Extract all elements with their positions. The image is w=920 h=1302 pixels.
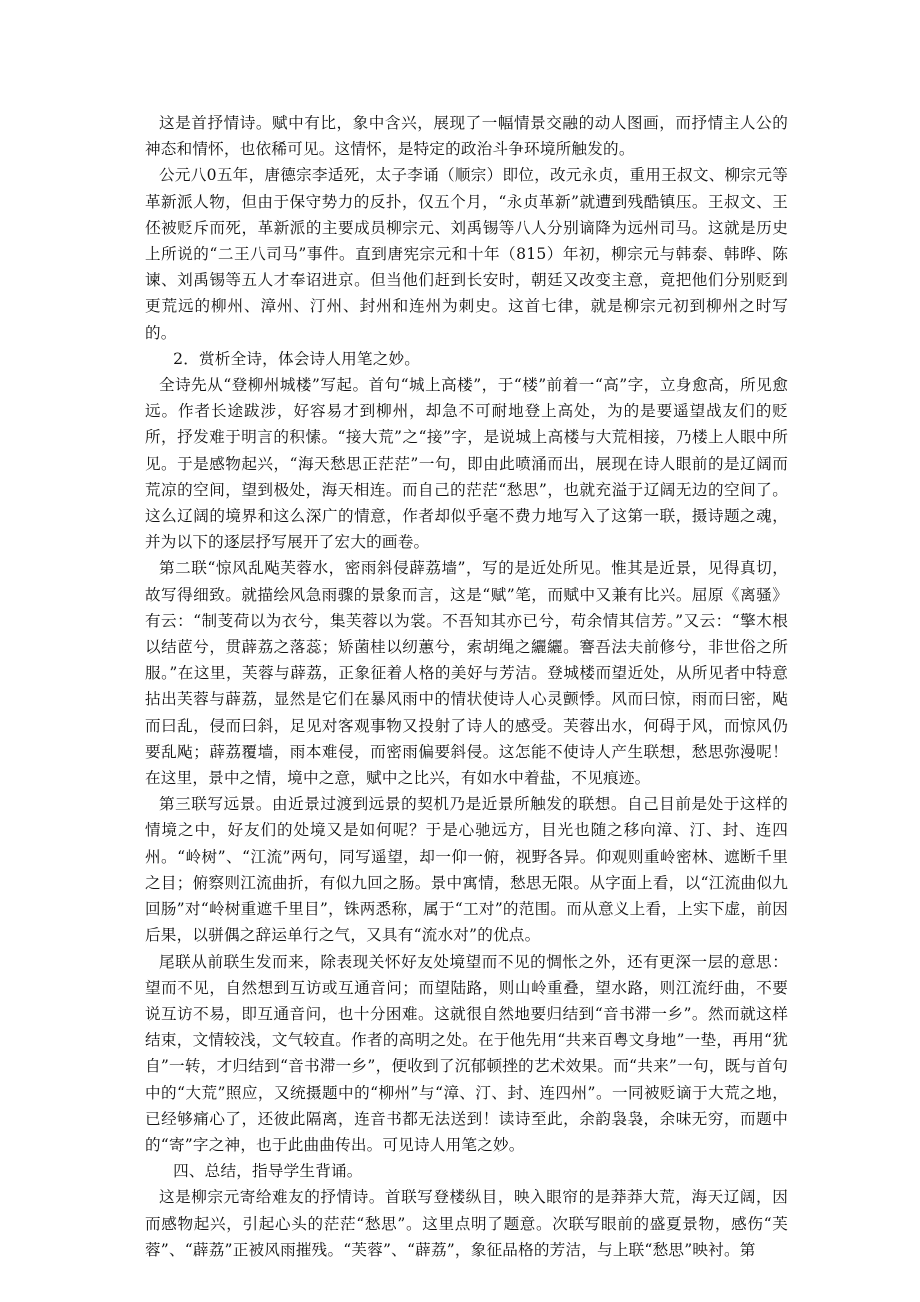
paragraph-third-couplet: 第三联写远景。由近景过渡到远景的契机乃是近景所触发的联想。自己目前是处于这样的情境之中，好友们的处境又是如何呢？于是心驰远方，目光也随之移向漳、汀、封、连四州。“岭树”、“江流”两句，同写遥望，却一仰一俯，视野各异。仰观则重岭密林、遮断千里之目；俯察则江流曲折，有似九回之肠。景中寓情，愁思无限。从字面上看，以“江流曲似九回肠”对“岭树重遮千里目”，铢两悉称，属于“工对”的范围。而从意义上看，上实下虚，前因后果，以骈偶之辞运单行之气，又具有“流水对”的优点。 bbox=[145, 795, 788, 945]
paragraph-first-couplet: 全诗先从“登柳州城楼”写起。首句“城上高楼”，于“楼”前着一“高”字，立身愈高，所见愈远。作者长途跋涉，好容易才到柳州，却急不可耐地登上高处，为的是要遥望战友们的贬所，抒发难于明言的积愫。“接大荒”之“接”字，是说城上高楼与大荒相接，乃楼上人眼中所见。于是感物起兴，“海天愁思正茫茫”一句，即由此喷涌而出，展现在诗人眼前的是辽阔而荒凉的空间，望到极处，海天相连。而自己的茫茫“愁思”，也就充溢于辽阔无边的空间了。这么辽阔的境界和这么深广的情意，作者却似乎毫不费力地写入了这第一联，摄诗题之魂，并为以下的逐层抒写展开了宏大的画卷。 bbox=[145, 376, 788, 552]
section-heading-summary: 四、总结，指导学生背诵。 bbox=[173, 1162, 363, 1181]
paragraph-second-couplet: 第二联“惊风乱飐芙蓉水，密雨斜侵薜荔墙”，写的是近处所见。惟其是近景，见得真切，故写得细致。就描绘风急雨骤的景象而言，这是“赋”笔，而赋中又兼有比兴。屈原《离骚》有云：“制芰荷以为衣兮，集芙蓉以为裳。不吾知其亦已兮，苟余情其信芳。”又云：“擎木根以结茝兮，贯薜荔之落蕊；矫菌桂以纫蕙兮，索胡绳之纚纚。謇吾法夫前修兮，非世俗之所服。”在这里，芙蓉与薜荔，正象征着人格的美好与芳洁。登城楼而望近处，从所见者中特意拈出芙蓉与薜荔，显然是它们在暴风雨中的情状使诗人心灵颤悸。风而曰惊，雨而曰密，飐而曰乱，侵而曰斜，足见对客观事物又投射了诗人的感受。芙蓉出水，何碍于风，而惊风仍要乱飐；薜荔覆墙，雨本难侵，而密雨偏要斜侵。这怎能不使诗人产生联想，愁思弥漫呢！在这里，景中之情，境中之意，赋中之比兴，有如水中着盐，不见痕迹。 bbox=[145, 559, 788, 788]
document-body bbox=[145, 110, 788, 1263]
paragraph-summary: 这是柳宗元寄给难友的抒情诗。首联写登楼纵目，映入眼帘的是莽莽大荒，海天辽阔，因而感物起兴，引起心头的茫茫“愁思”。这里点明了题意。次联写眼前的盛夏景物，感伤“芙蓉”、“薜荔”正被风雨摧残。“芙蓉”、“薜荔”，象征品格的芳洁，与上联“愁思”映衬。第 bbox=[145, 1188, 788, 1259]
paragraph-last-couplet: 尾联从前联生发而来，除表现关怀好友处境望而不见的惆怅之外，还有更深一层的意思：望而不见，自然想到互访或互通音问；而望陆路，则山岭重叠，望水路，则江流纡曲，不要说互访不易，即互通音问，也十分困难。这就很自然地要归结到“音书滞一乡”。然而就这样结束，文情较浅，文气较直。作者的高明之处。在于他先用“共来百粤文身地”一垫，再用“犹自”一转，才归结到“音书滞一乡”，便收到了沉郁顿挫的艺术效果。而“共来”一句，既与首句中的“大荒”照应，又统摄题中的“柳州”与“漳、汀、封、连四州”。一同被贬谪于大荒之地，已经够痛心了，还彼此隔离，连音书都无法送到！读诗至此，余韵袅袅，余味无穷，而题中的“寄”字之神，也于此曲曲传出。可见诗人用笔之妙。 bbox=[145, 952, 788, 1154]
section-heading-appreciation: 2．赏析全诗，体会诗人用笔之妙。 bbox=[173, 349, 421, 368]
paragraph-intro: 这是首抒情诗。赋中有比，象中含兴，展现了一幅情景交融的动人图画，而抒情主人公的神态和情怀，也依稀可见。这情怀，是特定的政治斗争环境所触发的。 bbox=[145, 114, 788, 159]
paragraph-background: 公元八0五年，唐德宗李适死，太子李诵（顺宗）即位，改元永贞，重用王叔文、柳宗元等革新派人物，但由于保守势力的反扑，仅五个月，“永贞革新”就遭到残酷镇压。王叔文、王伾被贬斥而死，革新派的主要成员柳宗元、刘禹锡等八人分别谪降为远州司马。这就是历史上所说的“二王八司马”事件。直到唐宪宗元和十年（815）年初，柳宗元与韩泰、韩晔、陈谏、刘禹锡等五人才奉诏进京。但当他们赶到长安时，朝廷又改变主意，竟把他们分别贬到更荒远的柳州、漳州、汀州、封州和连州为刺史。这首七律，就是柳宗元初到柳州之时写的。 bbox=[145, 166, 788, 342]
